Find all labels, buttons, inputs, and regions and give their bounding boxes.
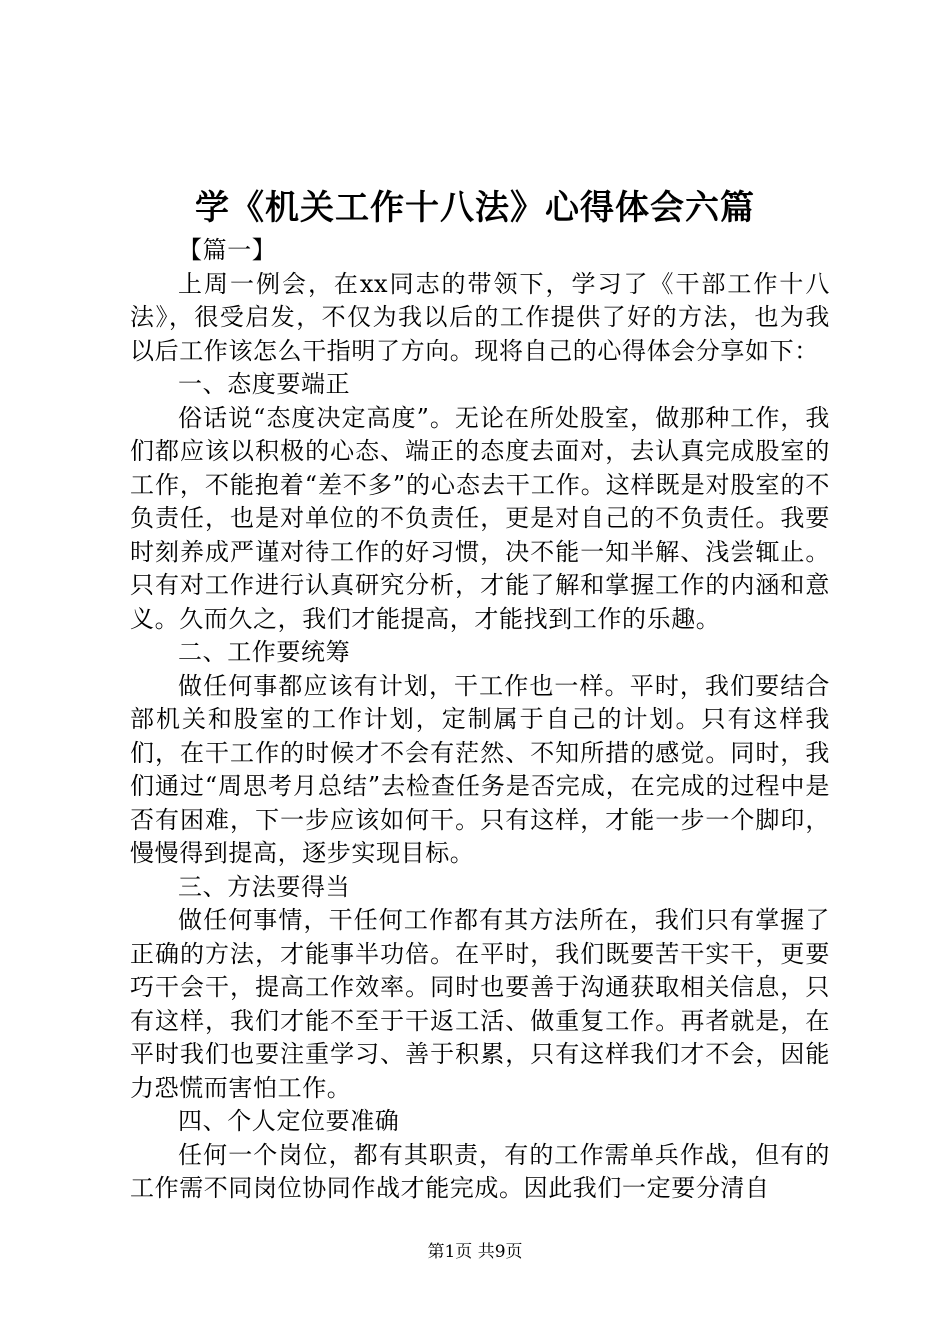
intro-paragraph: 上周一例会，在xx同志的带领下，学习了《干部工作十八法》，很受启发，不仅为我以后的工作提供了好的方法，也为我以后工作该怎么干指明了方向。现将自己的心得体会分享如下： (130, 269, 830, 365)
page-number-footer: 第1页 共9页 (427, 1242, 523, 1262)
section-heading-positioning: 四、个人定位要准确 (178, 1107, 400, 1135)
section-heading-part-one: 【篇一】 (178, 236, 277, 264)
section-heading-attitude: 一、态度要端正 (178, 370, 351, 398)
document-title: 学《机关工作十八法》心得体会六篇 (195, 188, 755, 228)
planning-paragraph: 做任何事都应该有计划，干工作也一样。平时，我们要结合部机关和股室的工作计划，定制属于自己的计划。只有这样我们，在干工作的时候才不会有茫然、不知所措的感觉。同时，我们通过“周思考月总结”去检查任务是否完成，在完成的过程中是否有困难，下一步应该如何干。只有这样，才能一步一个脚印，慢慢得到提高，逐步实现目标。 (130, 671, 830, 867)
attitude-paragraph: 俗话说“态度决定高度”。无论在所处股室，做那种工作，我们都应该以积极的心态、端正的态度去面对，去认真完成股室的工作，不能抱着“差不多”的心态去干工作。这样既是对股室的不负责任，也是对单位的不负责任，更是对自己的不负责任。我要时刻养成严谨对待工作的好习惯，决不能一知半解、浅尝辄止。只有对工作进行认真研究分析，才能了解和掌握工作的内涵和意义。久而久之，我们才能提高，才能找到工作的乐趣。 (130, 403, 830, 633)
document-body (130, 234, 830, 1206)
method-paragraph: 做任何事情，干任何工作都有其方法所在，我们只有掌握了正确的方法，才能事半功倍。在平时，我们既要苦干实干，更要巧干会干，提高工作效率。同时也要善于沟通获取相关信息，只有这样，我们才能不至于干返工活、做重复工作。再者就是，在平时我们也要注重学习、善于积累，只有这样我们才不会，因能力恐慌而害怕工作。 (130, 906, 830, 1102)
section-heading-planning: 二、工作要统筹 (178, 638, 351, 666)
section-heading-method: 三、方法要得当 (178, 872, 351, 901)
positioning-paragraph: 任何一个岗位，都有其职责，有的工作需单兵作战，但有的工作需不同岗位协同作战才能完成。因此我们一定要分清自 (130, 1140, 830, 1202)
